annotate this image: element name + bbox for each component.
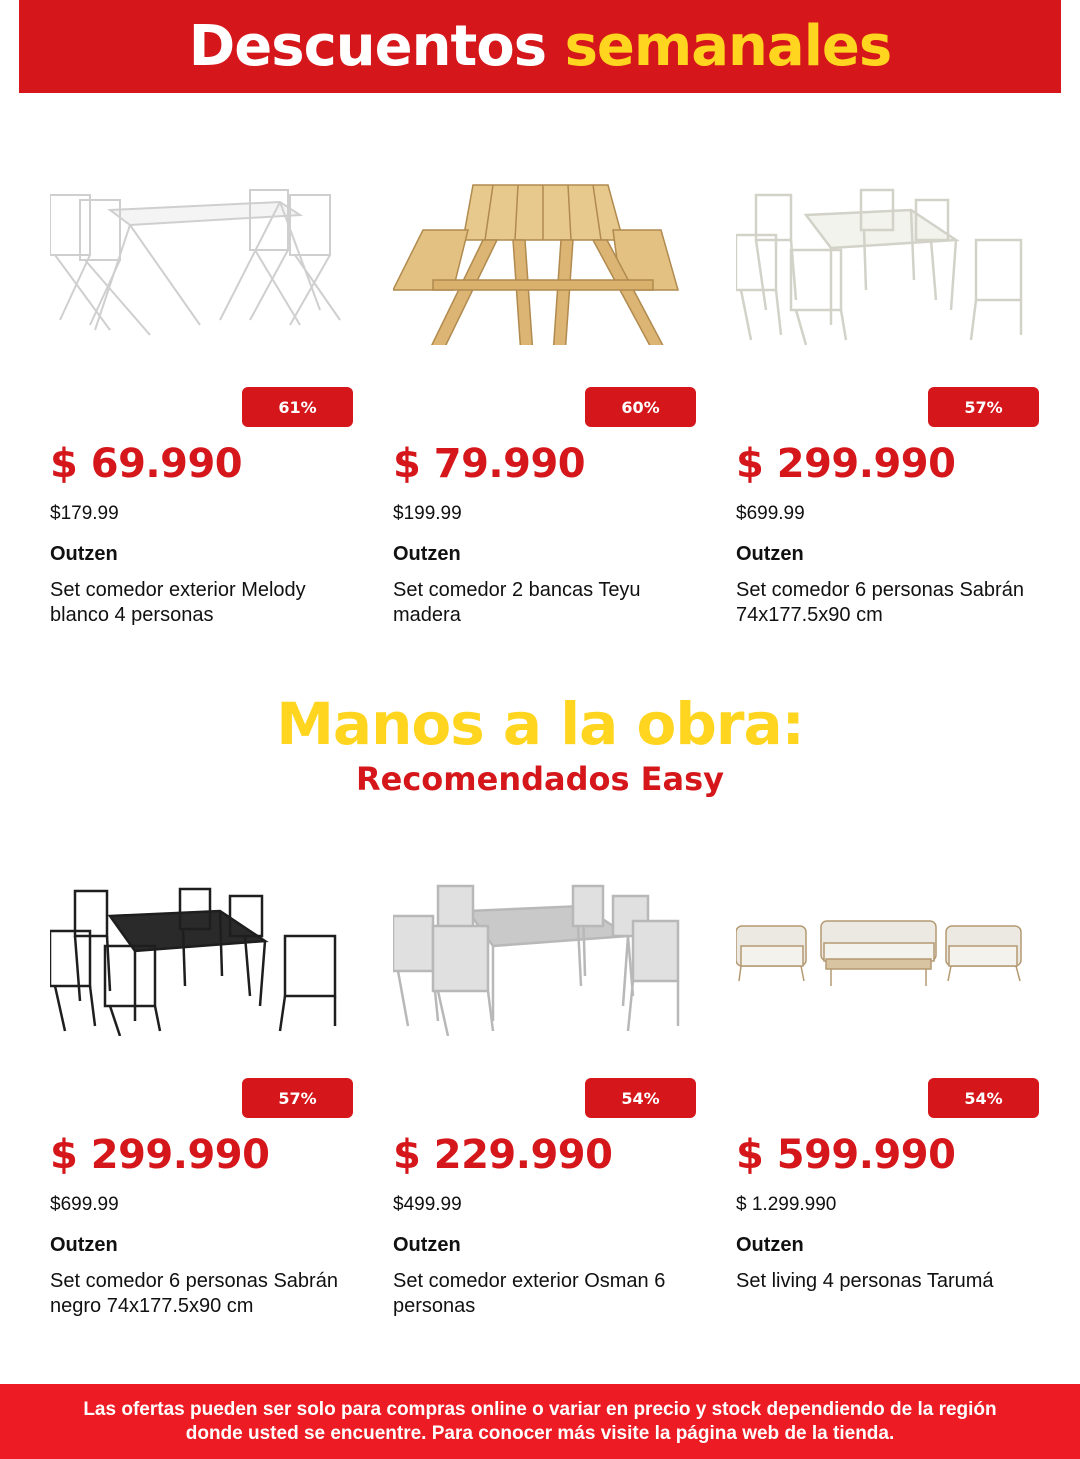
product-card-sabran-negro[interactable] [50, 851, 370, 1317]
wood-picnic-table-icon[interactable] [393, 160, 693, 345]
product-price: $ 299.990 [736, 441, 956, 487]
discount-badge: 57% [242, 1078, 353, 1118]
product-old-price: $ 1.299.990 [736, 1194, 837, 1215]
discount-badge: 57% [928, 387, 1039, 427]
product-old-price: $499.99 [393, 1194, 462, 1215]
product-price: $ 79.990 [393, 441, 586, 487]
product-name[interactable]: Set living 4 personas Tarumá [736, 1270, 994, 1292]
product-old-price: $199.99 [393, 503, 462, 524]
section-subtitle: Recomendados Easy [355, 760, 725, 798]
product-brand: Outzen [393, 1234, 461, 1256]
banner-title-main: Descuentos [188, 14, 547, 79]
banner-title-accent: semanales [564, 14, 892, 79]
product-card-taruma[interactable] [736, 851, 1056, 1292]
product-price: $ 299.990 [50, 1132, 270, 1178]
product-card-sabran[interactable] [736, 160, 1056, 626]
top-banner [19, 0, 1061, 93]
product-card-teyu[interactable] [393, 160, 713, 626]
white-folding-dining-set-icon[interactable] [50, 160, 350, 345]
product-brand: Outzen [50, 1234, 118, 1256]
product-old-price: $179.99 [50, 503, 119, 524]
discount-badge: 54% [928, 1078, 1039, 1118]
product-card-melody[interactable] [50, 160, 370, 626]
product-old-price: $699.99 [736, 503, 805, 524]
black-six-chair-dining-set-icon[interactable] [50, 851, 350, 1036]
product-brand: Outzen [393, 543, 461, 565]
white-six-chair-dining-set-icon[interactable] [736, 160, 1036, 345]
product-price: $ 599.990 [736, 1132, 956, 1178]
product-brand: Outzen [50, 543, 118, 565]
footer-disclaimer: Las ofertas pueden ser solo para compras online o variar en precio y stock dependiendo de la región donde usted se encuentre. Para conocer más visite la página web de la tienda. [83, 1398, 997, 1444]
product-brand: Outzen [736, 543, 804, 565]
product-name[interactable]: Set comedor 6 personas Sabrán 74x177.5x90 cm [736, 579, 1024, 626]
grey-dining-set-icon[interactable] [393, 851, 693, 1036]
product-name[interactable]: Set comedor 2 bancas Teyu madera [393, 579, 641, 626]
product-price: $ 69.990 [50, 441, 243, 487]
product-price: $ 229.990 [393, 1132, 613, 1178]
section-title: Manos a la obra: [276, 690, 804, 758]
discount-badge: 54% [585, 1078, 696, 1118]
footer-disclaimer-bar [0, 1384, 1080, 1459]
banner-title [189, 14, 891, 79]
product-old-price: $699.99 [50, 1194, 119, 1215]
product-name[interactable]: Set comedor exterior Osman 6 personas [393, 1270, 666, 1317]
discount-badge: 60% [585, 387, 696, 427]
product-card-osman[interactable] [393, 851, 713, 1317]
product-brand: Outzen [736, 1234, 804, 1256]
discount-badge: 61% [242, 387, 353, 427]
product-name[interactable]: Set comedor 6 personas Sabrán negro 74x177.5x90 cm [50, 1270, 338, 1317]
product-name[interactable]: Set comedor exterior Melody blanco 4 personas [50, 579, 306, 626]
living-set-icon[interactable] [736, 851, 1036, 1036]
